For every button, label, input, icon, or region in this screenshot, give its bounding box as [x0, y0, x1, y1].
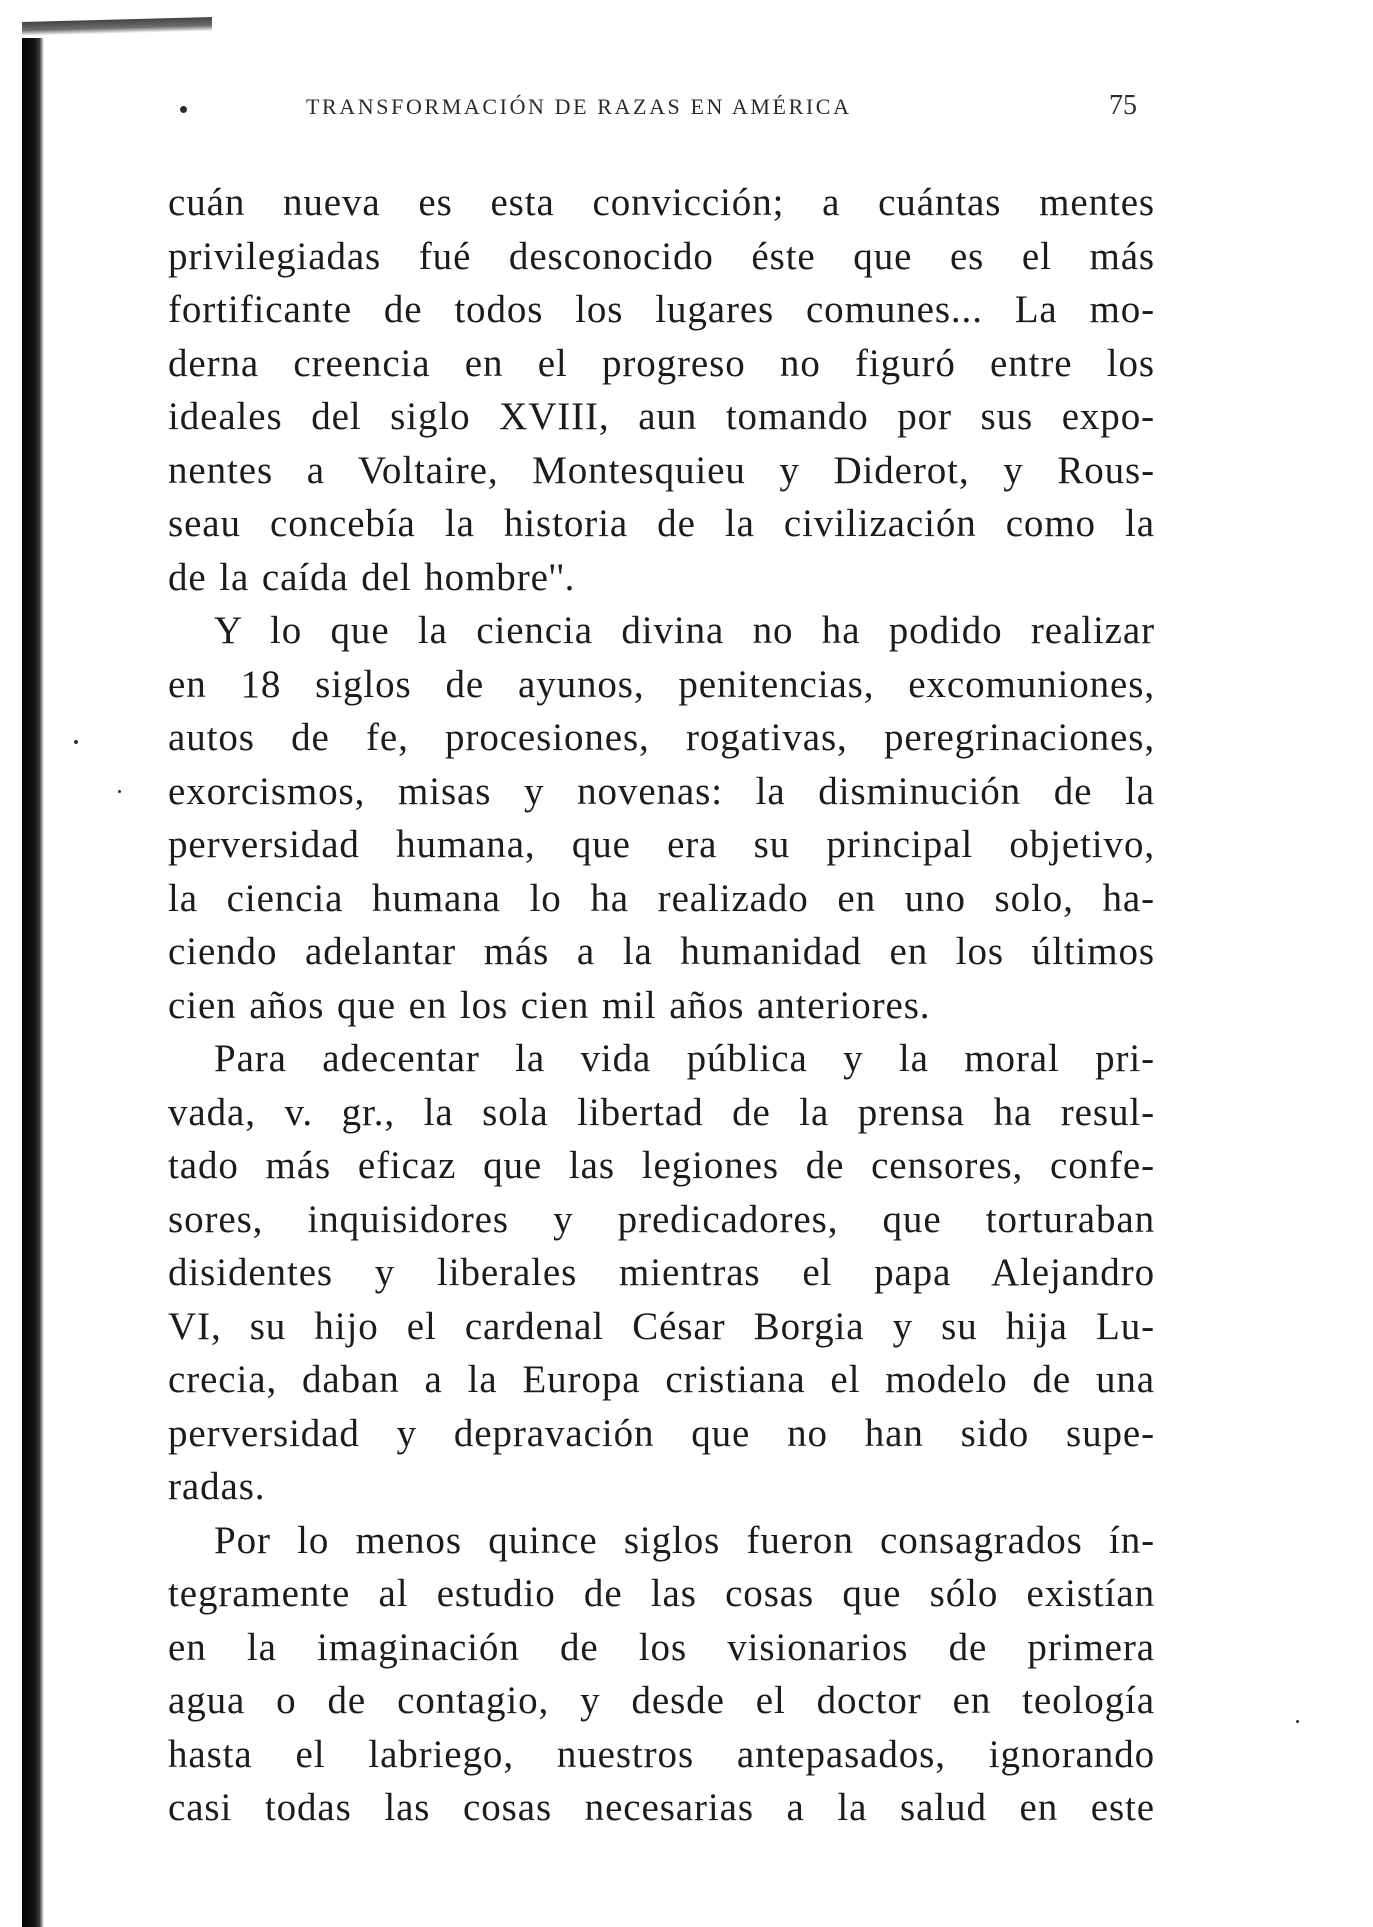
text-line: tegramente al estudio de las cosas que sólo existían	[168, 1572, 1155, 1615]
text-line: derna creencia en el progreso no figuró entre los	[168, 341, 1155, 385]
text-line: ideales del siglo XVIII, aun tomando por sus expo-	[168, 395, 1155, 438]
body-text	[168, 176, 1155, 1835]
scan-speck	[118, 790, 121, 793]
book-page	[168, 90, 1155, 1835]
text-line: hasta el labriego, nuestros antepasados, ignorando	[168, 1732, 1155, 1776]
text-line: en la imaginación de los visionarios de primera	[168, 1625, 1155, 1669]
text-line: casi todas las cosas necesarias a la salud en este	[168, 1786, 1155, 1829]
paragraph	[168, 1514, 1155, 1835]
running-head-title: TRANSFORMACIÓN DE RAZAS EN AMÉRICA	[306, 94, 852, 119]
text-line: cien años que en los cien mil años anteriores.	[168, 983, 931, 1027]
text-line: en 18 siglos de ayunos, penitencias, excomuniones,	[168, 662, 1155, 706]
page-number: 75	[1109, 90, 1137, 121]
text-line: cuán nueva es esta convicción; a cuántas mentes	[168, 181, 1155, 224]
page-binding-top-shadow	[22, 17, 212, 36]
text-line: sores, inquisidores y predicadores, que torturaban	[168, 1197, 1155, 1241]
text-line: Para adecentar la vida pública y la moral pri-	[214, 1037, 1155, 1080]
text-line: crecia, daban a la Europa cristiana el modelo de una	[168, 1358, 1155, 1401]
text-line: exorcismos, misas y novenas: la disminución de la	[168, 769, 1155, 813]
page-binding-edge	[22, 38, 44, 1927]
running-head	[168, 90, 1155, 130]
text-line: privilegiadas fué desconocido éste que es el más	[168, 234, 1155, 278]
text-line: Y lo que la ciencia divina no ha podido realizar	[214, 609, 1155, 652]
text-line: fortificante de todos los lugares comunes... La mo-	[168, 288, 1155, 331]
text-line: la ciencia humana lo ha realizado en uno solo, ha-	[168, 876, 1155, 920]
text-line: perversidad humana, que era su principal objetivo,	[168, 823, 1155, 866]
paragraph	[168, 1032, 1155, 1514]
text-line: disidentes y liberales mientras el papa Alejandro	[168, 1251, 1155, 1294]
ornament-dot	[180, 106, 187, 113]
text-line: Por lo menos quince siglos fueron consagrados ín-	[214, 1518, 1155, 1562]
text-line: radas.	[168, 1465, 266, 1508]
scan-speck	[1296, 1720, 1299, 1723]
text-line: agua o de contagio, y desde el doctor en teología	[168, 1679, 1155, 1722]
paragraph	[168, 176, 1155, 604]
scan-speck	[74, 740, 78, 744]
paragraph	[168, 604, 1155, 1032]
text-line: nentes a Voltaire, Montesquieu y Diderot, y Rous-	[168, 448, 1155, 492]
text-line: VI, su hijo el cardenal César Borgia y su hija Lu-	[168, 1304, 1155, 1348]
text-line: autos de fe, procesiones, rogativas, peregrinaciones,	[168, 716, 1155, 759]
text-line: vada, v. gr., la sola libertad de la prensa ha resul-	[168, 1090, 1155, 1134]
text-line: tado más eficaz que las legiones de censores, confe-	[168, 1144, 1155, 1187]
text-line: perversidad y depravación que no han sido supe-	[168, 1411, 1155, 1455]
text-line: seau concebía la historia de la civilización como la	[168, 502, 1155, 545]
text-line: de la caída del hombre''.	[168, 555, 576, 599]
text-line: ciendo adelantar más a la humanidad en los últimos	[168, 930, 1155, 973]
